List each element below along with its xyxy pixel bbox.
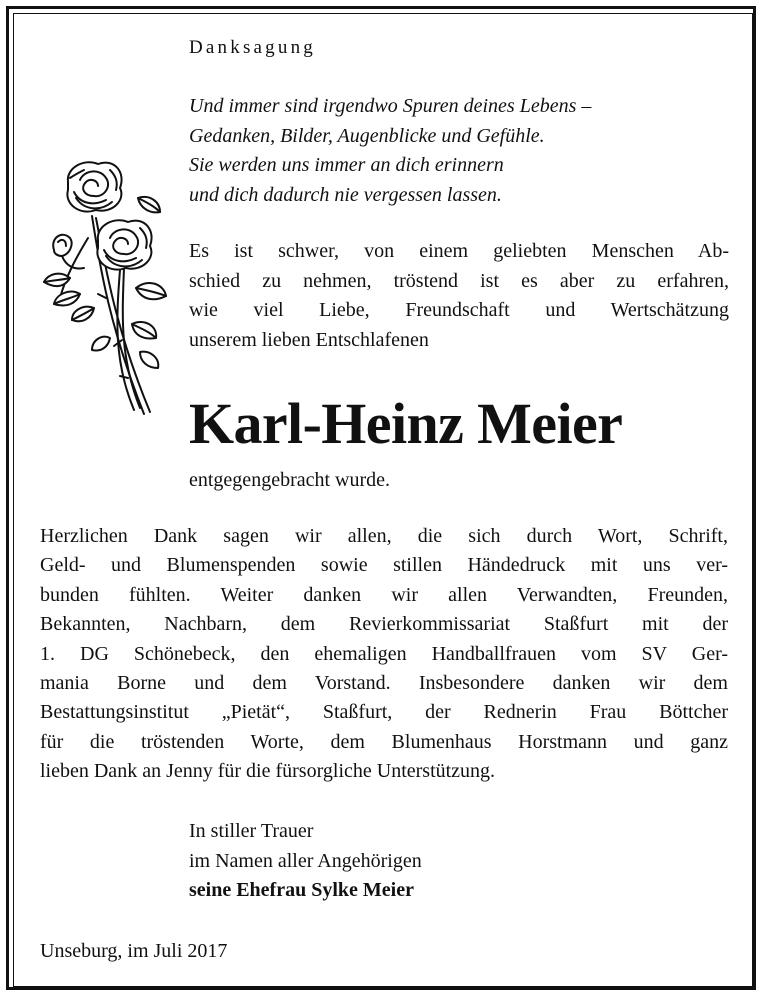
closing-line: In stiller Trauer bbox=[189, 820, 314, 842]
poem-line: Sie werden uns immer an dich erinnern bbox=[189, 154, 504, 176]
poem-line: und dich dadurch nie vergessen lassen. bbox=[189, 183, 502, 206]
signature: seine Ehefrau Sylke Meier bbox=[189, 879, 414, 901]
closing-block bbox=[189, 817, 422, 906]
thanks-line: Bekannten, Nachbarn, dem Revierkommissariat Staßfurt mit der bbox=[40, 613, 728, 636]
thanks-paragraph bbox=[40, 522, 728, 787]
heading-danksagung: Danksagung bbox=[189, 37, 316, 58]
place-date: Unseburg, im Juli 2017 bbox=[40, 940, 228, 962]
deceased-name: Karl-Heinz Meier bbox=[189, 391, 623, 456]
thanks-line: Geld- und Blumenspenden sowie stillen Händedruck mit uns ver- bbox=[40, 554, 728, 577]
poem bbox=[189, 92, 591, 210]
intro-line: wie viel Liebe, Freundschaft und Wertschätzung bbox=[189, 299, 729, 321]
thanks-line: für die tröstenden Worte, dem Blumenhaus Horstmann und ganz bbox=[40, 730, 728, 753]
roses-icon bbox=[40, 158, 170, 420]
thanks-line: lieben Dank an Jenny für die fürsorgliche Unterstützung. bbox=[40, 760, 496, 783]
poem-line: Gedanken, Bilder, Augenblicke und Gefühle. bbox=[189, 124, 545, 147]
thanks-line: Herzlichen Dank sagen wir allen, die sich durch Wort, Schrift, bbox=[40, 525, 728, 547]
after-name-text: entgegengebracht wurde. bbox=[189, 469, 391, 491]
closing-line: im Namen aller Angehörigen bbox=[189, 849, 422, 872]
thanks-line: Bestattungsinstitut „Pietät“, Staßfurt, der Rednerin Frau Böttcher bbox=[40, 701, 728, 724]
thanks-line: bunden fühlten. Weiter danken wir allen Verwandten, Freunden, bbox=[40, 583, 728, 606]
intro-line: Es ist schwer, von einem geliebten Menschen Ab- bbox=[189, 240, 729, 262]
poem-line: Und immer sind irgendwo Spuren deines Lebens – bbox=[189, 95, 592, 117]
intro-paragraph bbox=[189, 237, 729, 355]
intro-line: schied zu nehmen, tröstend ist es aber zu erfahren, bbox=[189, 269, 729, 292]
thanks-line: 1. DG Schönebeck, den ehemaligen Handballfrauen vom SV Ger- bbox=[40, 642, 728, 665]
intro-line: unserem lieben Entschlafenen bbox=[189, 328, 429, 351]
thanks-line: mania Borne und dem Vorstand. Insbesondere danken wir dem bbox=[40, 671, 728, 694]
